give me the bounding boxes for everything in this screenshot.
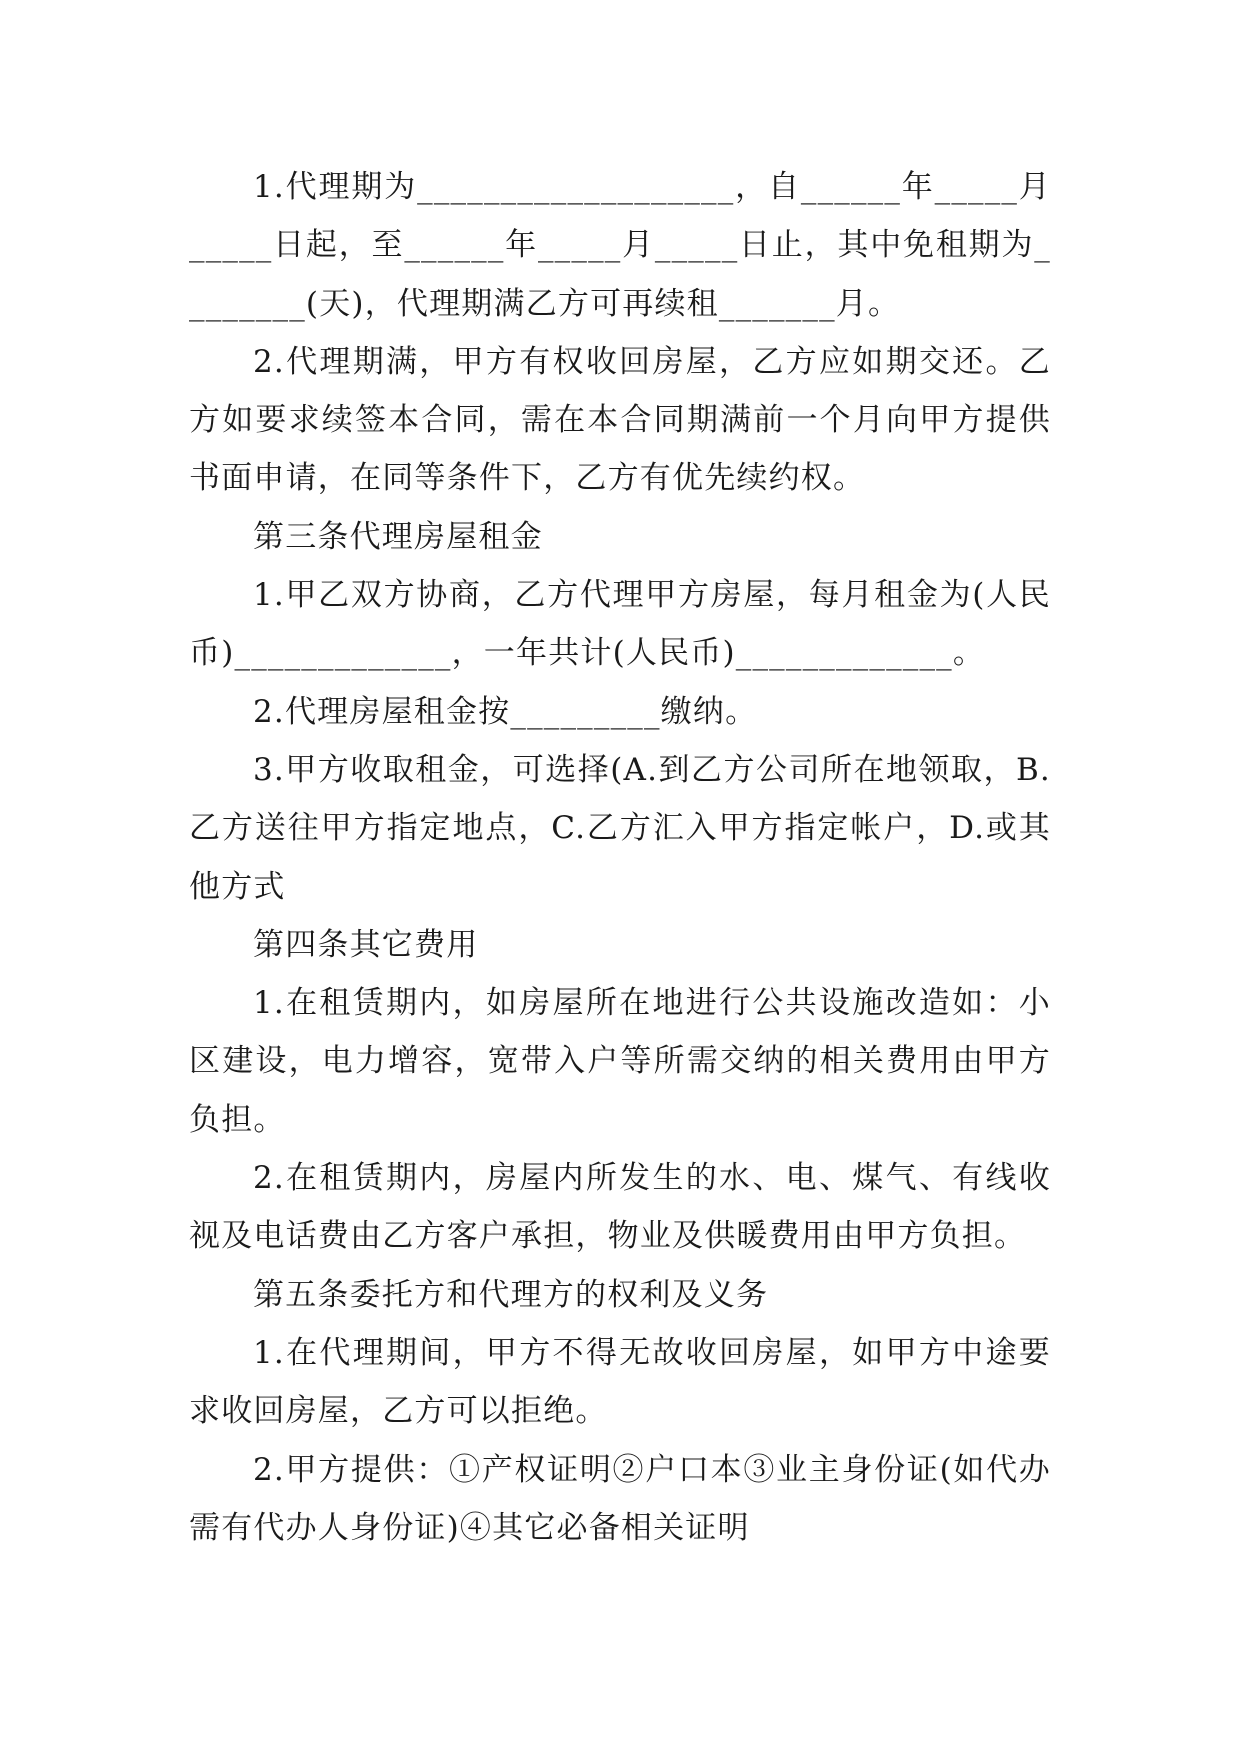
clause-agency-period: 1.代理期为___________________，自______年_____月_____日起，至______年_____月_____日止，其中免租期为________(天)，代理期满乙方可再续租_______月。: [189, 169, 1051, 322]
clause-agency-expiry: 2.代理期满，甲方有权收回房屋，乙方应如期交还。乙方如要求续签本合同，需在本合同期满前一个月向甲方提供书面申请，在同等条件下，乙方有优先续约权。: [189, 343, 1051, 497]
clause-rent-collection: 3.甲方收取租金，可选择(A.到乙方公司所在地领取，B.乙方送往甲方指定地点，C.乙方汇入甲方指定帐户，D.或其他方式: [189, 751, 1051, 905]
clause-public-facility-fees: 1.在租赁期内，如房屋所在地进行公共设施改造如：小区建设，电力增容，宽带入户等所需交纳的相关费用由甲方负担。: [189, 985, 1051, 1138]
clause-documents-provided: 2.甲方提供：①产权证明②户口本③业主身份证(如代办需有代办人身份证)④其它必备相关证明: [189, 1451, 1051, 1546]
section-heading-other-fees: 第四条其它费用: [253, 926, 479, 963]
section-heading-rent: 第三条代理房屋租金: [253, 518, 543, 555]
document-body: [189, 158, 1051, 1557]
clause-no-reclaim: 1.在代理期间，甲方不得无故收回房屋，如甲方中途要求收回房屋，乙方可以拒绝。: [189, 1334, 1051, 1430]
clause-monthly-rent: 1.甲乙双方协商，乙方代理甲方房屋，每月租金为(人民币)_____________，一年共计(人民币)_____________。: [189, 577, 1051, 672]
clause-utility-fees: 2.在租赁期内，房屋内所发生的水、电、煤气、有线收视及电话费由乙方客户承担，物业及供暖费用由甲方负担。: [189, 1160, 1051, 1255]
section-heading-rights-obligations: 第五条委托方和代理方的权利及义务: [253, 1276, 769, 1313]
clause-rent-payment: 2.代理房屋租金按_________缴纳。: [253, 693, 758, 730]
